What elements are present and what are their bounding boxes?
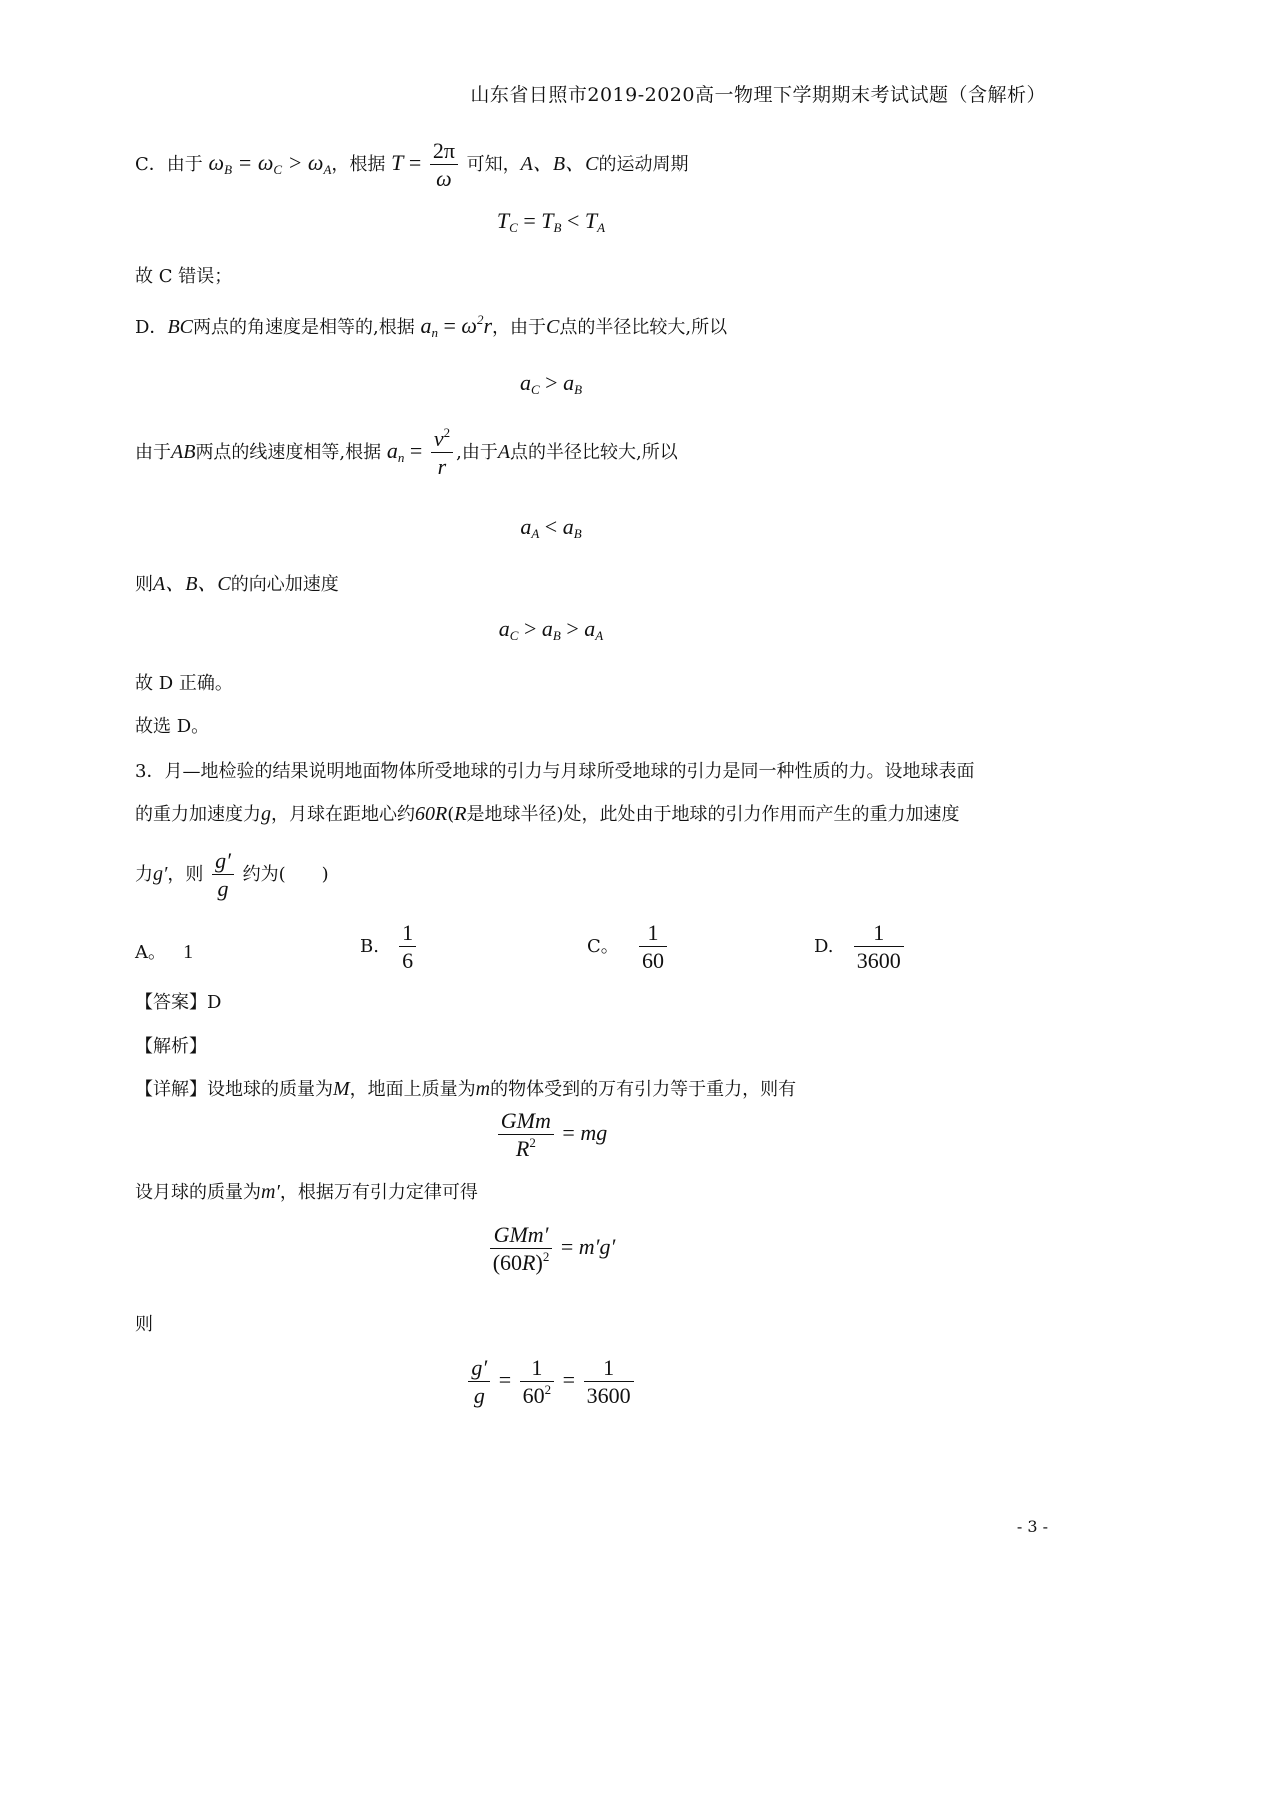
centripetal-formula-omega: $a_n$: [420, 313, 438, 340]
question-3-line-2: 的重力加速度力g，月球在距地心约60R(R是地球半径)处，此处由于地球的引力作用而产生的重力加速度: [135, 803, 960, 825]
option-b[interactable]: B. $\frac{1}{6}$: [360, 920, 419, 974]
omega-relation: $\omega_B = \omega_C > \omega_A$: [208, 149, 332, 177]
then-label: 则: [135, 1314, 153, 1335]
choice-statement: 故选 D。: [135, 716, 210, 737]
ratio-g-prime-over-g: $\frac{g'}{g}$: [212, 848, 234, 902]
page-header: 山东省日照市2019-2020高一物理下学期期末考试试题（含解析）: [470, 84, 1046, 106]
option-d[interactable]: D. $\frac{1}{3600}$: [814, 920, 907, 974]
centripetal-formula-v: $\frac{v^2}{r}$: [431, 426, 453, 480]
option-c[interactable]: C。 $\frac{1}{60}$: [587, 920, 670, 974]
detail-line: 【详解】设地球的质量为M，地面上质量为m的物体受到的万有引力等于重力，则有: [135, 1078, 797, 1100]
period-formula: $\frac{2\pi}{\omega}$: [430, 138, 458, 192]
option-a[interactable]: A。 1: [135, 941, 194, 963]
question-3-line-3: 力g′，则 $\frac{g'}{g}$ 约为( ): [135, 848, 329, 902]
equation-final-ratio: $\frac{g'}{g}$ = $\frac{1}{60^2}$ = $\frac{1}{3600}$: [0, 1355, 1102, 1409]
equation-period-order: $T_C = T_B < T_A$: [496, 208, 606, 235]
equation-gravity-moon: $\frac{\text{GMm′}}{(60R)^2}$ = m′g′: [0, 1222, 1102, 1276]
option-d-explanation: D．BC两点的角速度是相等的,根据 $a_n = \omega^2r$，由于C点的半径比较大,所以: [135, 312, 728, 340]
equation-aa-lt-ab: $a_A < a_B$: [520, 514, 582, 541]
option-c-conclusion: 故 C 错误；: [135, 266, 233, 287]
moon-mass-line: 设月球的质量为m′，根据万有引力定律可得: [135, 1181, 478, 1203]
option-d-conclusion: 故 D 正确。: [135, 673, 233, 694]
page-number: - 3 -: [1016, 1517, 1048, 1536]
question-3-line-1: 3．月—地检验的结果说明地面物体所受地球的引力与月球所受地球的引力是同一种性质的力。设地球表面: [135, 761, 975, 782]
equation-accel-order: $a_C > a_B > a_A$: [498, 616, 604, 643]
equation-gravity-surface: $\frac{\text{GMm}}{R^2}$ = mg: [0, 1108, 1102, 1162]
analysis-label: 【解析】: [135, 1036, 207, 1057]
answer-label: 【答案】D: [135, 992, 222, 1013]
equation-ac-gt-ab: $a_C > a_B$: [519, 370, 583, 397]
option-c-explanation: C．由于 $\omega_B = \omega_C > \omega_A$，根据 T = $\frac{2\pi}{\omega}$ 可知，A、B、C的运动周期: [135, 138, 689, 192]
centripetal-accel-line: 则A、B、C的向心加速度: [135, 573, 339, 595]
ab-velocity-line: 由于AB两点的线速度相等,根据 $a_n$ = $\frac{v^2}{r}$ ,由于A点的半径比较大,所以: [135, 425, 678, 480]
